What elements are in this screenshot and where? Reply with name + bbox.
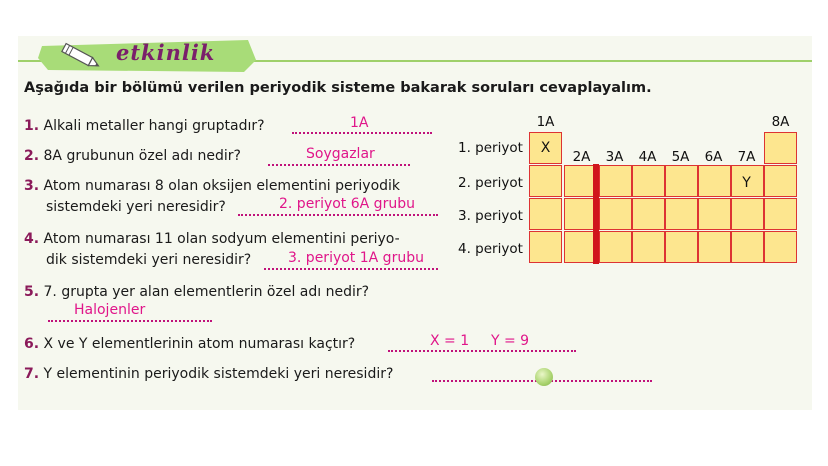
answer-line: [264, 268, 438, 270]
answer-line: [238, 214, 438, 216]
question-2: [24, 148, 241, 164]
answer-1: 1A: [350, 115, 369, 131]
group-label-3a: 3A: [605, 149, 624, 165]
question-3-line-2: sistemdeki yeri neresidir?: [46, 199, 226, 215]
cursor-highlight: [535, 368, 553, 386]
table-cell: [731, 231, 764, 263]
question-4-line-2: dik sistemdeki yeri neresidir?: [46, 252, 252, 268]
question-text: Atom numarası 8 olan oksijen elementini periyodik: [43, 178, 401, 194]
element-x: X: [540, 140, 551, 156]
table-cell: [764, 198, 797, 230]
answer-line: [292, 132, 432, 134]
table-cell: [764, 165, 797, 197]
table-cell: [665, 231, 698, 263]
question-text: 8A grubunun özel adı nedir?: [43, 148, 241, 164]
group-label-1a: 1A: [536, 114, 555, 130]
question-6: [24, 336, 355, 352]
question-number: 2.: [24, 148, 40, 164]
answer-line: [268, 164, 410, 166]
answer-6-x: X = 1: [430, 333, 470, 349]
question-text: Alkali metaller hangi gruptadır?: [43, 118, 265, 134]
table-cell: [529, 165, 562, 197]
question-1: [24, 118, 265, 134]
period-label-3: 3. periyot: [458, 208, 523, 224]
question-text: Atom numarası 11 olan sodyum elementini periyo-: [43, 231, 400, 247]
group-label-2a: 2A: [572, 149, 591, 165]
question-4: [24, 231, 400, 247]
question-number: 5.: [24, 284, 40, 300]
element-y: Y: [742, 175, 751, 191]
cell-period1-8a: [764, 132, 797, 164]
answer-6-y: Y = 9: [491, 333, 530, 349]
answer-5: Halojenler: [74, 302, 146, 318]
table-cell: [632, 198, 665, 230]
group-label-8a: 8A: [771, 114, 790, 130]
question-number: 1.: [24, 118, 40, 134]
table-cell: [529, 231, 562, 263]
table-cell: [698, 165, 731, 197]
question-number: 3.: [24, 178, 40, 194]
table-cell: [665, 165, 698, 197]
question-number: 7.: [24, 366, 40, 382]
question-7: [24, 366, 393, 382]
table-cell: [698, 198, 731, 230]
question-5: [24, 284, 369, 300]
table-cell: [632, 165, 665, 197]
table-cell: [632, 231, 665, 263]
period-label-1: 1. periyot: [458, 140, 523, 156]
question-3: [24, 178, 400, 194]
question-text: Y elementinin periyodik sistemdeki yeri neresidir?: [43, 366, 394, 382]
transition-divider: [593, 164, 599, 264]
table-cell: [764, 231, 797, 263]
question-number: 4.: [24, 231, 40, 247]
table-cell: [599, 198, 632, 230]
group-label-4a: 4A: [638, 149, 657, 165]
answer-line: [48, 320, 212, 322]
table-cell: [698, 231, 731, 263]
activity-title: etkinlik: [116, 40, 216, 65]
answer-3: 2. periyot 6A grubu: [279, 196, 415, 212]
period-label-4: 4. periyot: [458, 241, 523, 257]
question-text: 7. grupta yer alan elementlerin özel adı nedir?: [43, 284, 370, 300]
table-cell: [665, 198, 698, 230]
answer-4: 3. periyot 1A grubu: [288, 250, 424, 266]
period-label-2: 2. periyot: [458, 175, 523, 191]
answer-line: [388, 350, 576, 352]
group-label-6a: 6A: [704, 149, 723, 165]
question-text: X ve Y elementlerinin atom numarası kaçtır?: [43, 336, 356, 352]
group-label-5a: 5A: [671, 149, 690, 165]
instruction-text: Aşağıda bir bölümü verilen periyodik sisteme bakarak soruları cevaplayalım.: [24, 80, 652, 96]
activity-banner: [38, 38, 258, 74]
table-cell: [599, 231, 632, 263]
table-cell: [529, 198, 562, 230]
question-number: 6.: [24, 336, 40, 352]
table-cell: [731, 198, 764, 230]
table-cell: [599, 165, 632, 197]
answer-2: Soygazlar: [306, 146, 375, 162]
group-label-7a: 7A: [737, 149, 756, 165]
